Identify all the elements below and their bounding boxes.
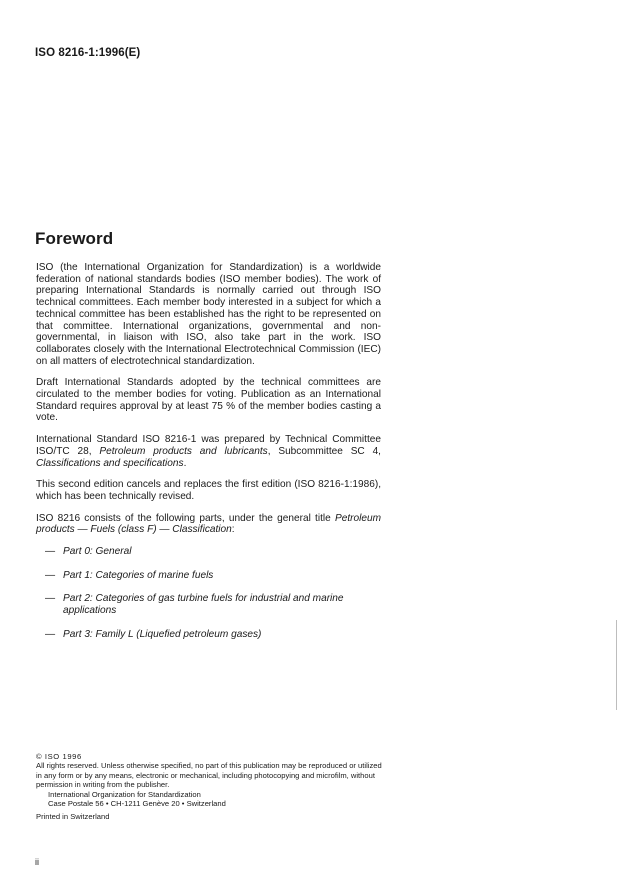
general-title: Petroleum products — Fuels (class F) — Classification (36, 512, 381, 536)
rights-statement: All rights reserved. Unless otherwise specified, no part of this publication may be reproduced or utilized in any form or by any means, electronic or mechanical, including photocopying and microfilm, without permission in writing from the publisher. (36, 761, 382, 790)
list-item: — Part 2: Categories of gas turbine fuels for industrial and marine applications (45, 593, 344, 617)
subcommittee-title: Classifications and specifications (36, 457, 184, 469)
intro-paragraph: ISO (the International Organization for Standardization) is a worldwide federation of national standards bodies (ISO member bodies). The work of preparing International Standards is normally carried out through ISO technical committees. Each member body interested in a subject for which a technical committee has been established has the right to be represented on that committee. International organizations, governmental and non-governmental, in liaison with ISO, also take part in the work. ISO collaborates closely with the International Electrotechnical Commission (IEC) on all matters of electrotechnical standardization. (36, 262, 381, 367)
list-item: — Part 3: Family L (Liquefied petroleum gases) (45, 628, 262, 640)
parts-list (36, 546, 381, 641)
copyright-notice: © ISO 1996 (36, 752, 82, 761)
voting-paragraph: Draft International Standards adopted by the technical committees are circulated to the member bodies for voting. Publication as an International Standard requires approval by at least 75 % of the member bodies casting a vote. (36, 377, 381, 424)
preparation-paragraph: International Standard ISO 8216-1 was prepared by Technical Committee ISO/TC 28, Petroleum products and lubricants, Subcommittee SC 4, Classifications and specifications. (36, 434, 381, 469)
parts-intro-paragraph: ISO 8216 consists of the following parts, under the general title Petroleum products — Fuels (class F) — Classification: (36, 512, 381, 536)
dash-bullet: — (45, 593, 56, 605)
dash-bullet: — (45, 628, 56, 640)
committee-title: Petroleum products and lubricants (99, 445, 268, 457)
list-item: — Part 1: Categories of marine fuels (45, 569, 214, 581)
edition-paragraph: This second edition cancels and replaces the first edition (ISO 8216-1:1986), which has been technically revised. (36, 479, 381, 502)
foreword-title: Foreword (35, 229, 114, 248)
foreword-body (36, 262, 381, 653)
page-edge-mark (616, 620, 617, 710)
organization-address: Case Postale 56 • CH-1211 Genève 20 • Switzerland (48, 799, 226, 809)
standard-id-header: ISO 8216-1:1996(E) (35, 47, 141, 59)
list-item: — Part 0: General (45, 546, 132, 558)
page-number: ii (35, 857, 39, 867)
copyright-footer (36, 752, 384, 822)
dash-bullet: — (45, 569, 56, 581)
organization-name: International Organization for Standardization (48, 789, 201, 799)
printed-in-note: Printed in Switzerland (36, 812, 110, 822)
dash-bullet: — (45, 546, 56, 558)
